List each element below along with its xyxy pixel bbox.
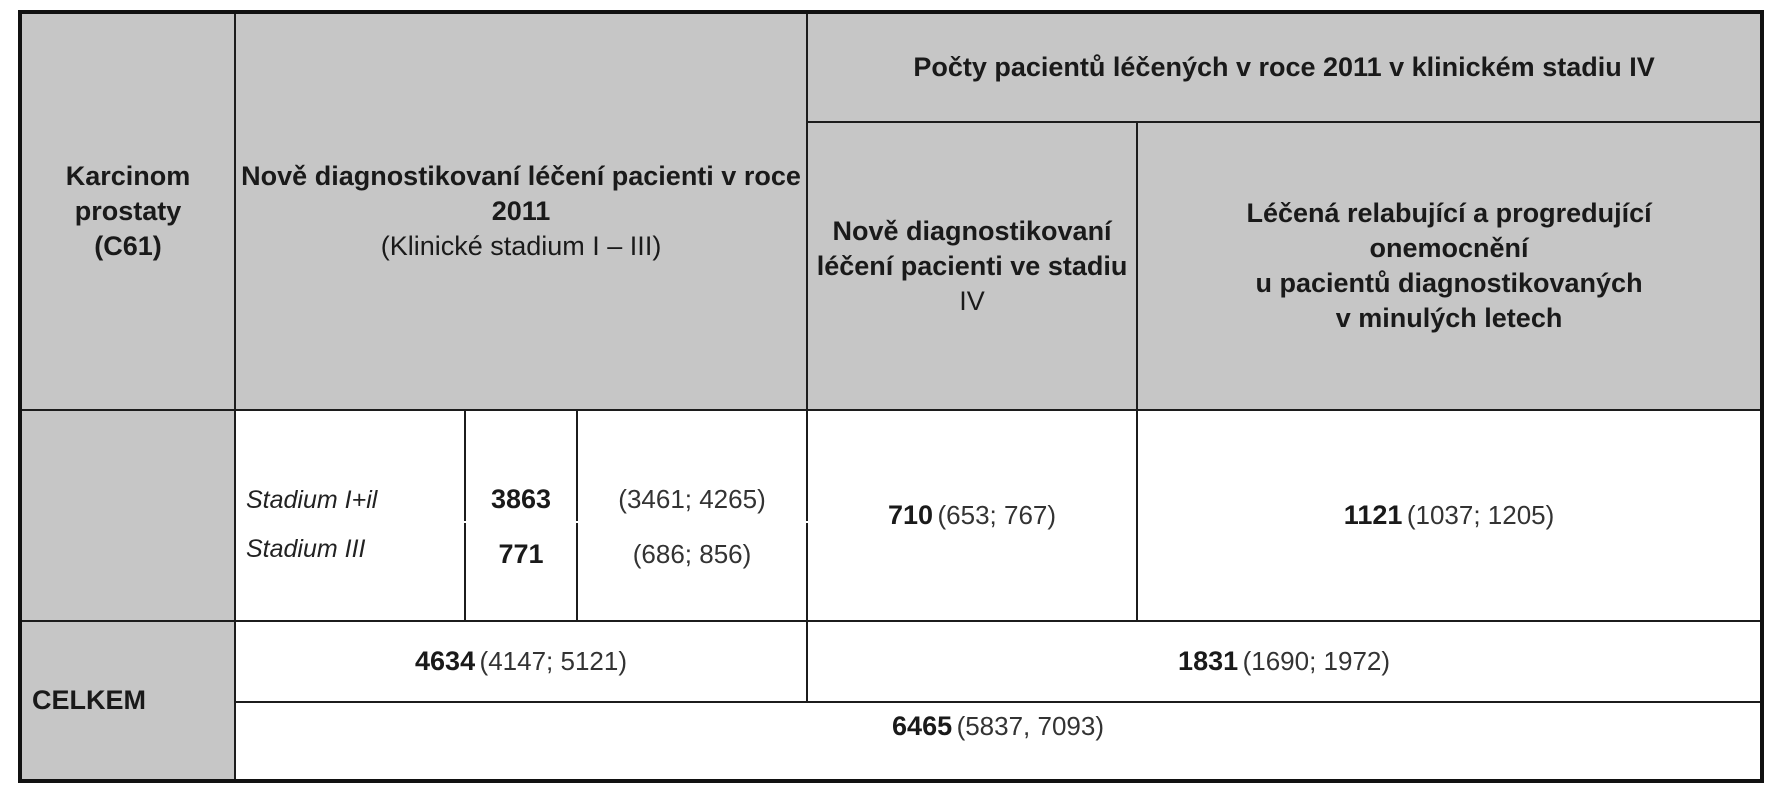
stage-label-3: Stadium III xyxy=(246,535,366,564)
header-stage4 xyxy=(807,12,1762,122)
prostate-cancer-table xyxy=(18,10,1764,783)
total-all-cell xyxy=(235,702,1762,781)
total-stage4-ci: (1690; 1972) xyxy=(1242,646,1391,677)
stage-row-label xyxy=(235,410,465,522)
stage4-new-value: 710 xyxy=(888,500,934,531)
total-stage1-3-value: 4634 xyxy=(415,646,476,677)
stage-value-1-2: 3863 xyxy=(490,484,552,515)
header-stage4-relapse-line2: onemocnění xyxy=(1369,233,1529,264)
header-stage4-relapse-line4: v minulých letech xyxy=(1335,303,1563,334)
stage4-new-ci: (653; 767) xyxy=(937,500,1057,531)
total-stage1-3-cell xyxy=(235,621,807,702)
total-stage4-value: 1831 xyxy=(1178,646,1239,677)
stage-ci-cell xyxy=(577,522,807,621)
stage-ci-1-2: (3461; 4265) xyxy=(618,484,766,515)
row-header-label-line2: prostaty xyxy=(74,195,182,226)
total-stage1-3-ci: (4147; 5121) xyxy=(479,646,627,677)
total-label: CELKEM xyxy=(32,685,146,716)
stage-value-3: 771 xyxy=(498,539,544,570)
header-stage4-new-line2: léčení pacienti ve stadiu xyxy=(816,250,1128,281)
total-all-ci: (5837, 7093) xyxy=(956,711,1105,742)
stage4-relapse-ci: (1037; 1205) xyxy=(1406,500,1555,531)
header-new-title-line1: Nově diagnostikovaní léčení pacienti v roce xyxy=(241,160,801,191)
header-new-subtitle: (Klinické stadium I – III) xyxy=(380,230,662,261)
header-stage4-title: Počty pacientů léčených v roce 2011 v klinickém stadiu IV xyxy=(913,52,1655,83)
stage4-relapse-value-cell xyxy=(1137,410,1762,621)
stage4-new-value-cell xyxy=(807,410,1137,621)
row-header-label-line3: (C61) xyxy=(94,230,162,261)
row-header-spacer xyxy=(20,410,235,621)
total-stage4-cell xyxy=(807,621,1762,702)
stage-ci-cell xyxy=(577,410,807,522)
header-stage4-relapse-line1: Léčená relabující a progredující xyxy=(1246,198,1652,229)
stage-label-1-2: Stadium I+il xyxy=(246,486,378,515)
header-stage4-new-line1: Nově diagnostikovaní xyxy=(832,215,1112,246)
header-stage4-relapse xyxy=(1137,122,1762,410)
row-header-total xyxy=(20,621,235,781)
header-stage4-relapse-line3: u pacientů diagnostikovaných xyxy=(1255,268,1643,299)
header-stage4-new xyxy=(807,122,1137,410)
stage-row-label xyxy=(235,522,465,621)
stage4-relapse-value: 1121 xyxy=(1343,500,1403,531)
stage-value-cell xyxy=(465,522,577,621)
header-stage4-new-line3: IV xyxy=(959,285,985,316)
stage-value-cell xyxy=(465,410,577,522)
header-new-diagnosed xyxy=(235,12,807,410)
total-all-value: 6465 xyxy=(892,711,953,742)
data-table-container xyxy=(18,10,1760,783)
row-header-label-line1: Karcinom xyxy=(65,160,191,191)
header-new-title-line2: 2011 xyxy=(491,195,551,226)
stage-ci-3: (686; 856) xyxy=(632,539,752,570)
row-header-cancer xyxy=(20,12,235,410)
